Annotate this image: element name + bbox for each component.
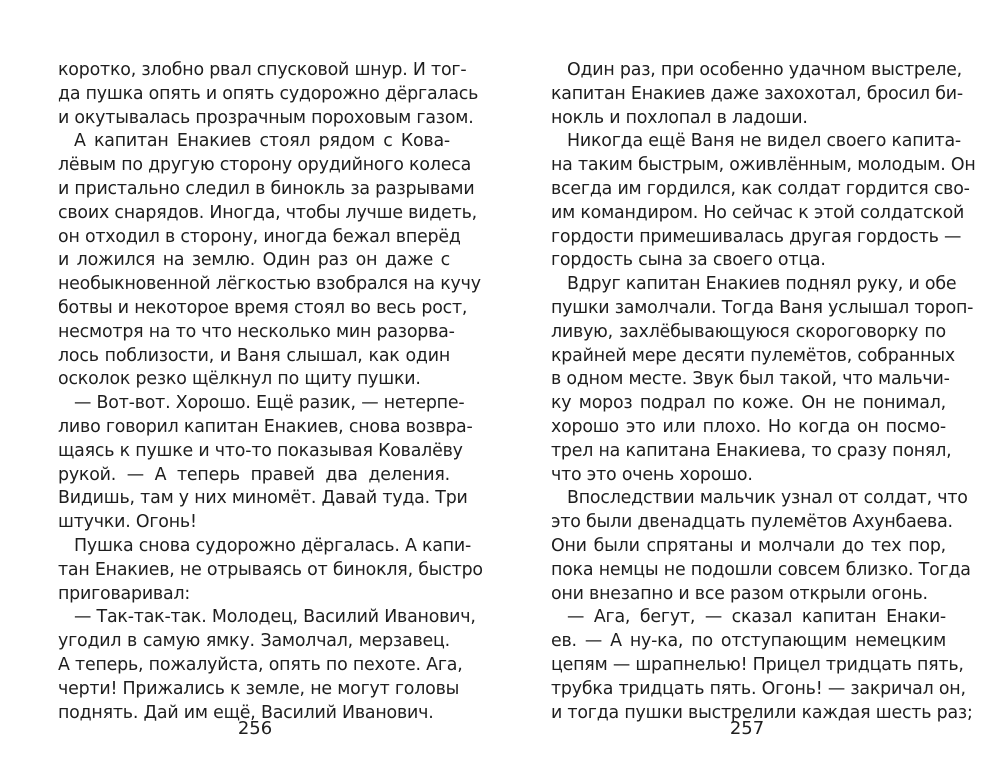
- text-line: лось поблизости, и Ваня слышал, как один: [58, 345, 450, 366]
- text-line: и ложился на землю. Один раз он даже с: [58, 250, 450, 271]
- text-line: они внезапно и все разом открыли огонь.: [551, 583, 928, 604]
- text-line: Впоследствии мальчик узнал от солдат, что: [567, 488, 968, 509]
- text-line: ботвы и некоторое время стоял во весь рост,: [58, 297, 468, 318]
- text-line: что это очень хорошо.: [551, 464, 753, 485]
- text-line: хорошо это или плохо. Но когда он посмо-: [551, 416, 946, 437]
- text-line: всегда им гордился, как солдат гордится сво-: [551, 178, 970, 199]
- page-number-left: 256: [237, 718, 273, 739]
- text-line: да пушка опять и опять судорожно дёргалась: [58, 83, 479, 104]
- text-line: и окутывалась прозрачным пороховым газом.: [58, 107, 474, 128]
- text-line: осколок резко щёлкнул по щиту пушки.: [58, 369, 421, 390]
- right-page-text: [551, 59, 976, 725]
- text-line: коротко, злобно рвал спусковой шнур. И тог-: [58, 60, 467, 80]
- text-line: штучки. Огонь!: [58, 512, 197, 533]
- text-line: на таким быстрым, оживлённым, молодым. Он: [551, 155, 976, 176]
- text-line: Пушка снова судорожно дёргалась. А капи-: [74, 535, 472, 556]
- text-line: черти! Прижались к земле, не могут головы: [58, 678, 460, 699]
- text-line: несмотря на то что несколько мин разорва-: [58, 321, 455, 342]
- text-line: приговаривал:: [58, 583, 191, 604]
- right-page: [500, 0, 1000, 770]
- text-line: и пристально следил в бинокль за разрывами: [58, 178, 475, 199]
- text-line: пушки замолчали. Тогда Ваня услышал тороп-: [551, 297, 974, 318]
- text-line: тан Енакиев, не отрываясь от бинокля, быстро: [58, 559, 483, 580]
- text-line: ливо говорил капитан Енакиев, снова возвра-: [58, 416, 473, 437]
- text-line: Видишь, там у них миномёт. Давай туда. Три: [58, 488, 468, 509]
- text-line: трел на капитана Енакиева, то сразу понял,: [551, 440, 952, 461]
- text-line: — Ага, бегут, — сказал капитан Енаки-: [567, 607, 946, 628]
- text-line: крайней мере десяти пулемётов, собранных: [551, 345, 955, 366]
- text-line: Они были спрятаны и молчали до тех пор,: [551, 535, 946, 556]
- text-line: ку мороз подрал по коже. Он не понимал,: [551, 393, 946, 414]
- text-line: лёвым по другую сторону орудийного колеса: [58, 155, 472, 176]
- text-line: рукой. — А теперь правей два деления.: [58, 464, 450, 485]
- text-line: ливую, захлёбывающуюся скороговорку по: [551, 321, 946, 342]
- text-line: в одном месте. Звук был такой, что мальчи-: [551, 369, 950, 390]
- text-line: — Вот-вот. Хорошо. Ещё разик, — нетерпе-: [74, 393, 465, 414]
- text-line: А капитан Енакиев стоял рядом с Кова-: [74, 131, 450, 152]
- text-line: пока немцы не подошли совсем близко. Тогда: [551, 559, 971, 580]
- text-line: гордости примешивалась другая гордость —: [551, 226, 962, 247]
- page-number-right: 257: [729, 718, 765, 739]
- left-page-text: [58, 59, 483, 725]
- text-line: необыкновенной лёгкостью взобрался на кучу: [58, 274, 481, 295]
- text-line: трубка тридцать пять. Огонь! — закричал он,: [551, 678, 966, 699]
- text-line: угодил в самую ямку. Замолчал, мерзавец.: [58, 631, 450, 652]
- text-line: цепям — шрапнелью! Прицел тридцать пять,: [551, 654, 964, 675]
- text-line: ев. — А ну-ка, по отступающим немецким: [551, 631, 946, 652]
- text-line: нокль и похлопал в ладоши.: [551, 107, 808, 128]
- text-line: и тогда пушки выстрелили каждая шесть раз;: [551, 702, 973, 723]
- text-line: А теперь, пожалуйста, опять по пехоте. Ага,: [58, 654, 463, 675]
- text-line: Один раз, при особенно удачном выстреле,: [567, 60, 962, 80]
- text-line: это были двенадцать пулемётов Ахунбаева.: [551, 512, 953, 533]
- text-line: своих снарядов. Иногда, чтобы лучше видеть,: [58, 202, 477, 223]
- text-line: Никогда ещё Ваня не видел своего капита-: [567, 131, 961, 152]
- text-line: гордость сына за своего отца.: [551, 250, 826, 271]
- text-line: — Так-так-так. Молодец, Василий Иванович,: [74, 607, 476, 628]
- text-line: Вдруг капитан Енакиев поднял руку, и обе: [567, 274, 957, 295]
- text-line: поднять. Дай им ещё, Василий Иванович.: [58, 702, 434, 723]
- text-line: он отходил в сторону, иногда бежал вперёд: [58, 226, 461, 247]
- text-line: им командиром. Но сейчас к этой солдатской: [551, 202, 965, 223]
- text-line: капитан Енакиев даже захохотал, бросил би-: [551, 83, 963, 104]
- text-line: щаясь к пушке и что-то показывая Ковалёву: [58, 440, 463, 461]
